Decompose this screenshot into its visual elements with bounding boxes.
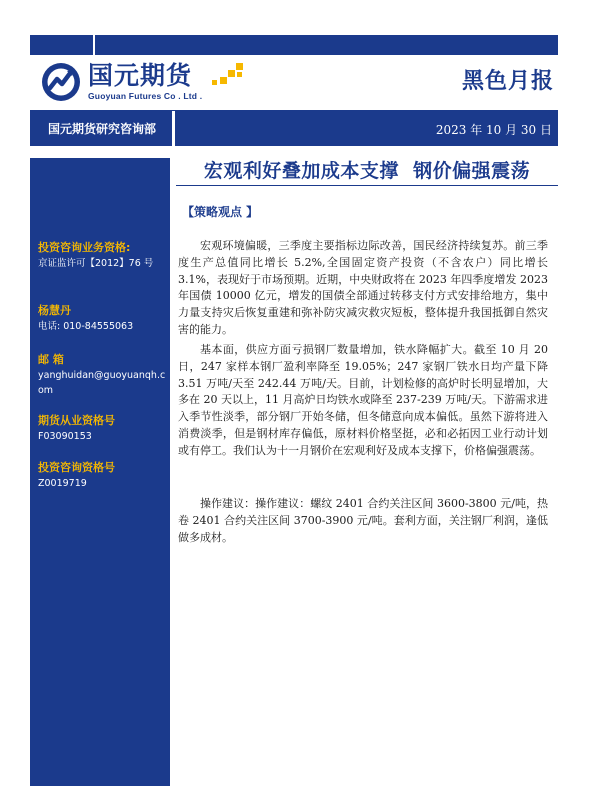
report-type: 黑色月报 — [461, 69, 554, 94]
department-name: 国元期货研究咨询部 — [48, 122, 157, 136]
paragraph-fundamentals: 基本面，供应方面亏损钢厂数量增加，铁水降幅扩大。截至 10 月 20 日，247 家样本钢厂盈利率降至 19.05%；247 家钢厂铁水日均产量下降 3.51 万吨/天至 242.44 万吨/天。目前，计划检修的高炉时长明显增加，大多在 20 天以上，11 月高炉日均铁水或降至 237-239 万吨/天。下游需求进入季节性淡季，部分钢厂开始冬储，但冬储意向成本偏低。虽然下游将进入消费淡季，但是钢材库存偏低，原材料价格坚挺，必和必拓因工业行动计划或有停工。我们认为十一月钢价在宏观利好及成本支撑下，价格偏强震荡。 — [178, 343, 548, 457]
top-bar-divider — [93, 35, 95, 55]
paragraph-strategy: 操作建议：操作建议：螺纹 2401 合约关注区间 3600-3800 元/吨，热卷 2401 合约关注区间 3700-3900 元/吨。套利方面，关注钢厂利润，逢低做多成材。 — [178, 497, 548, 544]
section-heading: 【策略观点 】 — [182, 205, 259, 219]
practice-block — [38, 413, 168, 444]
email-block — [38, 352, 168, 398]
license-block — [38, 240, 168, 271]
guoyuan-emblem-icon — [40, 61, 82, 103]
company-name-en: Guoyuan Futures Co . Ltd . — [88, 91, 203, 101]
top-color-bar — [30, 35, 558, 55]
license-value: 京证监许可【2012】76 号 — [38, 258, 154, 269]
consult-block — [38, 460, 168, 491]
analyst-phone: 电话: 010-84555063 — [38, 321, 134, 332]
company-logo — [38, 60, 248, 108]
email-label: 邮 箱 — [38, 353, 64, 366]
license-label: 投资咨询业务资格: — [38, 241, 131, 254]
analyst-block — [38, 303, 168, 334]
analyst-name: 杨慧丹 — [38, 304, 71, 317]
practice-label: 期货从业资格号 — [38, 414, 115, 427]
consult-value: Z0019719 — [38, 478, 87, 489]
practice-value: F03090153 — [38, 431, 92, 442]
title-underline — [176, 185, 558, 186]
report-title: 宏观利好叠加成本支撑 钢价偏强震荡 — [203, 160, 531, 182]
paragraph-macro: 宏观环境偏暖，三季度主要指标边际改善，国民经济持续复苏。前三季度生产总值同比增长 5.2%,全国固定资产投资（不含农户）同比增长 3.1%，表现好于市场预期。近期，中央财政将在 2023 年四季度增发 2023 年国债 10000 亿元，增发的国债全部通过转移支付方式安排给地方，集中力量支持灾后恢复重建和弥补防灾减灾救灾短板，整体提升我国抵御自然灾害的能力。 — [178, 239, 548, 336]
consult-label: 投资咨询资格号 — [38, 461, 115, 474]
decorative-squares-icon — [210, 63, 246, 87]
email-value[interactable]: yanghuidan@guoyuanqh.com — [38, 370, 166, 396]
company-name-cn: 国元期货 — [88, 61, 193, 90]
header-band-divider — [172, 111, 175, 146]
report-date: 2023 年 10 月 30 日 — [435, 123, 552, 137]
